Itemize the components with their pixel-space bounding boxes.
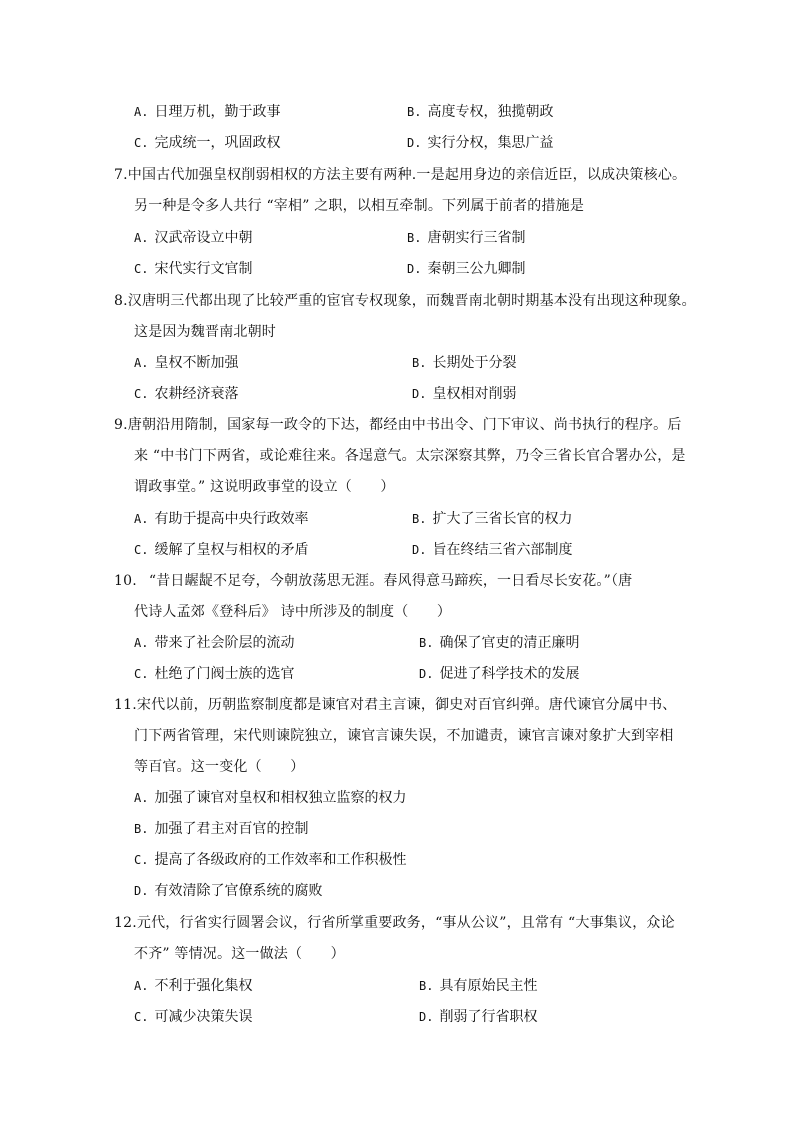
q12-number: 12.	[114, 915, 137, 931]
q7-option-c: C. 宋代实行文官制	[134, 261, 253, 277]
q12-stem-line-2: 不齐” 等情况。这一做法（ ）	[134, 946, 345, 962]
q8-option-d: D. 皇权相对削弱	[412, 386, 517, 402]
q12-stem-line-1: 12.元代，行省实行圆署会议，行省所掌重要政务，“事从公议”，且常有 “大事集议，众论	[114, 915, 675, 931]
q11-stem-line-3: 等百官。这一变化（ ）	[134, 759, 305, 775]
q9-option-b: B. 扩大了三省长官的权力	[412, 511, 573, 527]
q8-option-c: C. 农耕经济衰落	[134, 386, 239, 402]
q7-option-d: D. 秦朝三公九卿制	[407, 261, 526, 277]
q9-number: 9.	[114, 417, 128, 433]
q11-option-d: D. 有效清除了官僚系统的腐败	[134, 883, 323, 899]
q8-option-b: B. 长期处于分裂	[412, 355, 517, 371]
q10-option-a: A. 带来了社会阶层的流动	[134, 635, 295, 651]
q7-stem-line-1: 7.中国古代加强皇权削弱相权的方法主要有两种.一是起用身边的亲信近臣，以成决策核心。	[114, 167, 687, 183]
q6-option-c: C. 完成统一，巩固政权	[134, 135, 281, 151]
q10-option-d: D. 促进了科学技术的发展	[419, 666, 580, 682]
q11-stem-line-1: 11.宋代以前，历朝监察制度都是谏官对君主言谏，御史对百官纠弹。唐代谏官分属中书、	[114, 697, 677, 713]
q6-option-d: D. 实行分权，集思广益	[407, 135, 554, 151]
q10-number: 10.	[114, 573, 137, 589]
q10-option-b: B. 确保了官吏的清正廉明	[419, 635, 580, 651]
q12-option-d: D. 削弱了行省职权	[419, 1009, 538, 1025]
q7-option-b: B. 唐朝实行三省制	[407, 230, 526, 246]
q8-stem-line-2: 这是因为魏晋南北朝时	[134, 324, 276, 340]
q6-option-b: B. 高度专权，独揽朝政	[407, 104, 554, 120]
q7-stem-line-2: 另一种是令多人共行 “宰相” 之职，以相互牵制。下列属于前者的措施是	[134, 198, 585, 214]
q12-option-c: C. 可减少决策失误	[134, 1009, 253, 1025]
q11-number: 11.	[114, 697, 137, 713]
q9-option-a: A. 有助于提高中央行政效率	[134, 511, 309, 527]
q9-stem-line-3: 谓政事堂。” 这说明政事堂的设立（ ）	[134, 479, 395, 495]
q9-stem-line-1: 9.唐朝沿用隋制，国家每一政令的下达，都经由中书出令、门下审议、尚书执行的程序。后	[114, 417, 682, 433]
q11-option-a: A. 加强了谏官对皇权和相权独立监察的权力	[134, 790, 407, 806]
q10-stem-line-2: 代诗人孟郊《登科后》 诗中所涉及的制度（ ）	[134, 604, 452, 620]
q11-option-b: B. 加强了君主对百官的控制	[134, 821, 309, 837]
q11-stem-line-2: 门下两省管理，宋代则谏院独立，谏官言谏失误，不加谴责，谏官言谏对象扩大到宰相	[134, 728, 674, 744]
q8-stem-line-1: 8.汉唐明三代都出现了比较严重的宦官专权现象，而魏晋南北朝时期基本没有出现这种现象。	[114, 293, 696, 309]
q11-option-c: C. 提高了各级政府的工作效率和工作积极性	[134, 852, 407, 868]
q7-number: 7.	[114, 167, 128, 183]
q12-option-a: A. 不利于强化集权	[134, 978, 253, 994]
q12-option-b: B. 具有原始民主性	[419, 978, 538, 994]
q10-stem-line-1: 10. “昔日龌龊不足夸，今朝放荡思无涯。春风得意马蹄疾，一日看尽长安花。”（唐	[114, 573, 633, 589]
q9-option-d: D. 旨在终结三省六部制度	[412, 542, 573, 558]
q10-option-c: C. 杜绝了门阀士族的选官	[134, 666, 295, 682]
q9-option-c: C. 缓解了皇权与相权的矛盾	[134, 542, 309, 558]
q9-stem-line-2: 来 “中书门下两省，或论难往来。各逞意气。太宗深察其弊，乃令三省长官合署办公，是	[134, 448, 686, 464]
q8-number: 8.	[114, 293, 128, 309]
q6-option-a: A. 日理万机，勤于政事	[134, 104, 281, 120]
q8-option-a: A. 皇权不断加强	[134, 355, 239, 371]
q7-option-a: A. 汉武帝设立中朝	[134, 230, 253, 246]
